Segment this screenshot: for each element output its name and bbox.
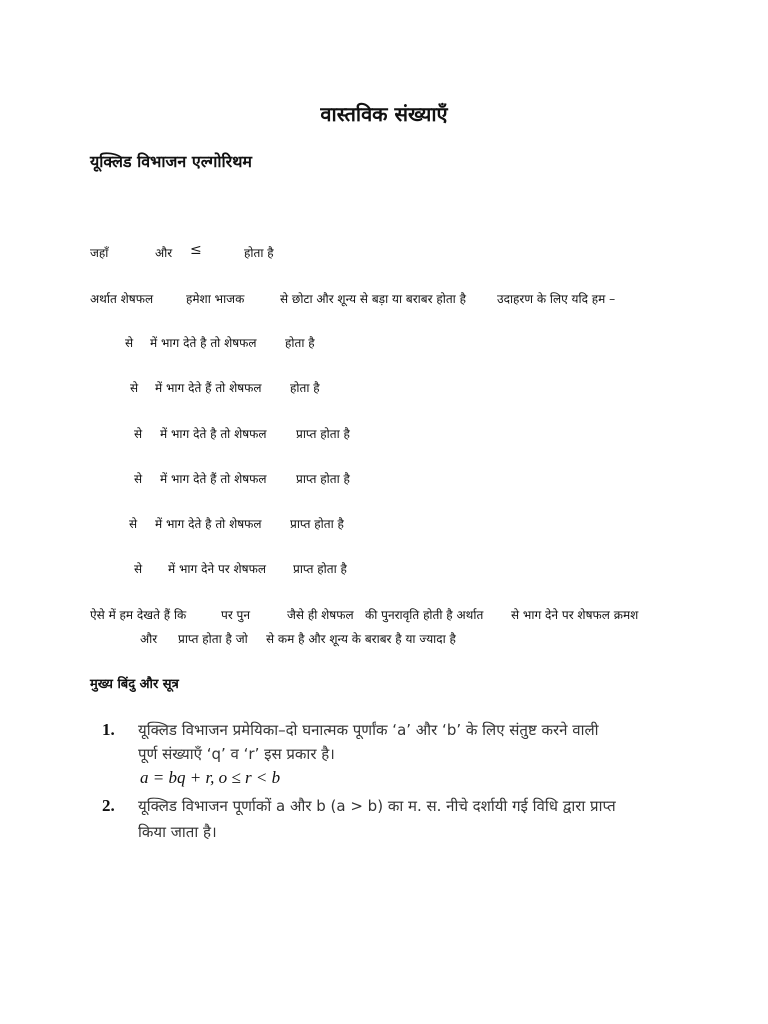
example-se: से — [134, 562, 143, 576]
point-text-line-1: यूक्लिड विभाजन पूर्णाकों a और b (a > b) का म. स. नीचे दर्शायी गई विधि द्वारा प्राप्त — [138, 797, 616, 815]
conclusion-p1: ऐसे में हम देखते हैं कि — [90, 608, 187, 622]
example-middle: में भाग देने पर शेषफल — [168, 562, 266, 576]
example-middle: में भाग देते है तो शेषफल — [160, 427, 267, 441]
example-se: से — [125, 336, 134, 350]
example-middle: में भाग देते है तो शेषफल — [150, 336, 257, 350]
conclusion-p5: से भाग देने पर शेषफल क्रमश — [511, 608, 639, 622]
key-points-heading: मुख्य बिंदु और सूत्र — [90, 677, 179, 692]
text-aur: और — [155, 246, 173, 260]
point-number: 2. — [102, 796, 115, 815]
example-se: से — [134, 472, 143, 486]
conclusion-p2: पर पुन — [221, 608, 251, 622]
section-heading: यूक्लिड विभाजन एल्गोरिथम — [90, 152, 252, 171]
example-se: से — [129, 517, 138, 531]
conclusion-p6: और — [140, 632, 158, 646]
meaning-part-4: उदाहरण के लिए यदि हम – — [497, 292, 616, 306]
point-number: 1. — [102, 720, 115, 739]
example-se: से — [130, 381, 139, 395]
example-end: होता है — [290, 381, 320, 395]
example-middle: में भाग देते हैं तो शेषफल — [155, 381, 262, 395]
conclusion-p7: प्राप्त होता है जो — [178, 632, 248, 646]
meaning-part-1: अर्थात शेषफल — [90, 292, 154, 306]
text-hota-hai: होता है — [244, 246, 274, 260]
page-title: वास्तविक संख्याएँ — [320, 102, 448, 126]
example-middle: में भाग देते है तो शेषफल — [155, 517, 262, 531]
leq-symbol: ≤ — [190, 242, 202, 258]
conclusion-p3: जैसे ही शेषफल — [287, 608, 354, 622]
example-se: से — [134, 427, 143, 441]
conclusion-p8: से कम है और शून्य के बराबर है या ज्यादा है — [266, 632, 456, 646]
example-end: प्राप्त होता है — [293, 562, 347, 576]
example-end: होता है — [285, 336, 315, 350]
example-end: प्राप्त होता है — [296, 472, 350, 486]
point-text-line-1: यूक्लिड विभाजन प्रमेयिका–दो घनात्मक पूर्णांक ‘a’ और ‘b’ के लिए संतुष्ट करने वाली — [138, 721, 599, 739]
example-end: प्राप्त होता है — [290, 517, 344, 531]
euclid-formula: a = bq + r, o ≤ r < b — [140, 768, 281, 787]
conclusion-p4: की पुनरावृति होती है अर्थात — [365, 608, 484, 622]
text-jahan: जहाँ — [90, 246, 109, 260]
example-middle: में भाग देते हैं तो शेषफल — [160, 472, 267, 486]
point-text-line-2: किया जाता है। — [138, 823, 217, 841]
meaning-part-3: से छोटा और शून्य से बड़ा या बराबर होता है — [280, 292, 466, 306]
example-end: प्राप्त होता है — [296, 427, 350, 441]
point-text-line-2: पूर्ण संख्याएँ ‘q’ व ‘r’ इस प्रकार है। — [138, 745, 335, 763]
meaning-part-2: हमेशा भाजक — [186, 292, 245, 306]
